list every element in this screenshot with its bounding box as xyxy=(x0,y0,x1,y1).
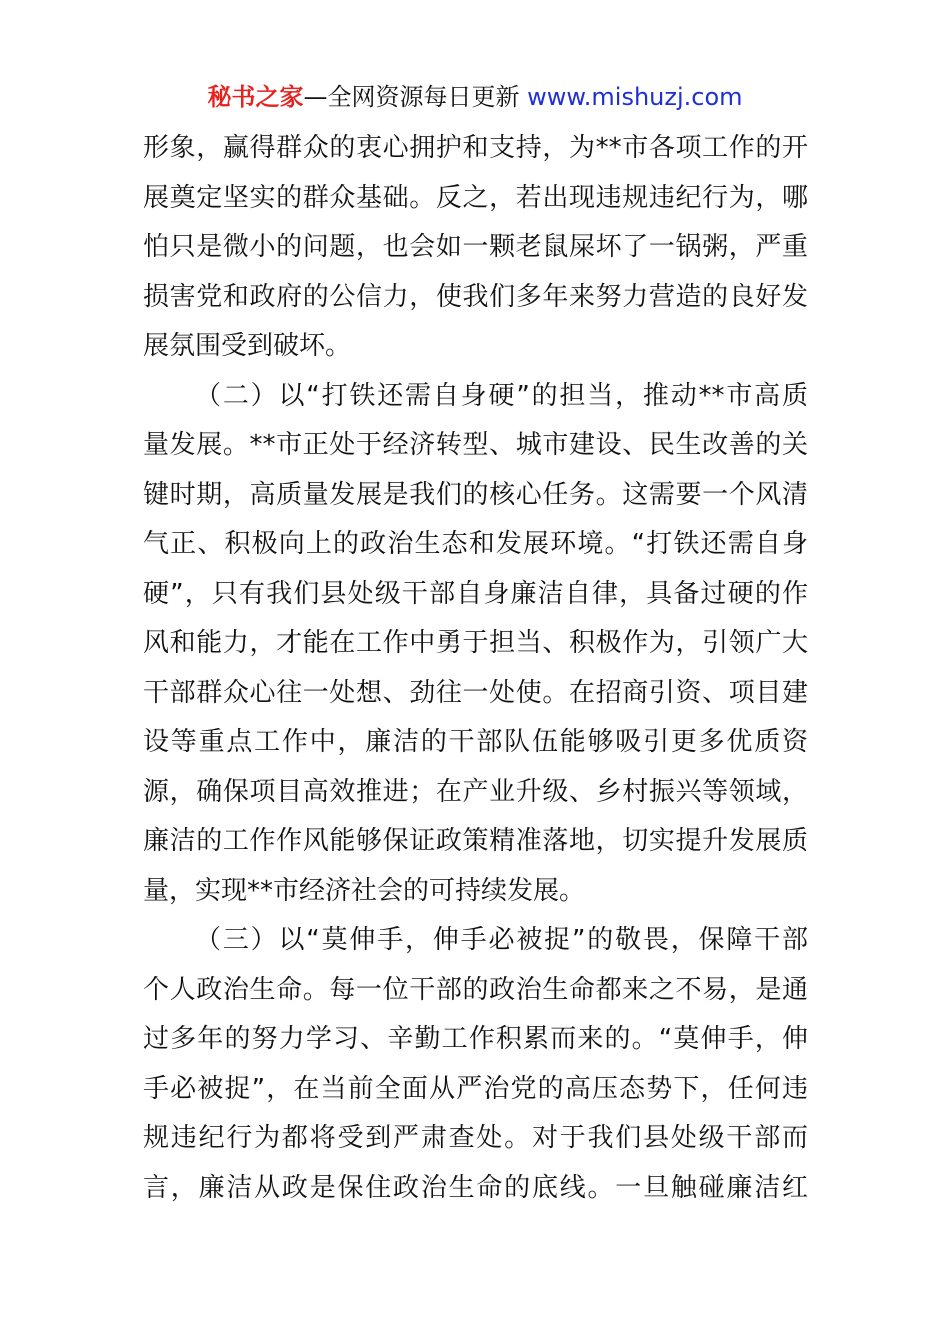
page-header xyxy=(0,80,950,114)
text-line: 手必被捉”，在当前全面从严治党的高压态势下，任何违 xyxy=(143,1073,808,1104)
text-line: 干部群众心往一处想、劲往一处使。在招商引资、项目建 xyxy=(143,677,808,708)
text-line: 规违纪行为都将受到严肃查处。对于我们县处级干部而 xyxy=(143,1123,808,1153)
text-line: 怕只是微小的问题，也会如一颗老鼠屎坏了一锅粥，严重 xyxy=(143,232,808,262)
text-line: 量，实现**市经济社会的可持续发展。 xyxy=(143,875,586,906)
text-line: 量发展。**市正处于经济转型、城市建设、民生改善的关 xyxy=(143,430,808,460)
text-line: 源，确保项目高效推进；在产业升级、乡村振兴等领域， xyxy=(143,776,808,807)
text-line: 损害党和政府的公信力，使我们多年来努力营造的良好发 xyxy=(143,281,808,312)
site-slogan: —全网资源每日更新 xyxy=(303,83,520,111)
text-line: 形象，赢得群众的衷心拥护和支持，为**市各项工作的开 xyxy=(143,133,808,163)
section-heading-line: （二）以“打铁还需自身硬”的担当，推动**市高质 xyxy=(195,380,808,411)
document-body xyxy=(143,124,808,1213)
text-line: 风和能力，才能在工作中勇于担当、积极作为，引领广大 xyxy=(143,628,808,658)
text-line: 键时期，高质量发展是我们的核心任务。这需要一个风清 xyxy=(143,479,808,510)
text-line: 设等重点工作中，廉洁的干部队伍能够吸引更多优质资 xyxy=(143,727,808,757)
site-url-link[interactable]: www.mishuzj.com xyxy=(527,83,743,111)
text-line: 气正、积极向上的政治生态和发展环境。“打铁还需自身 xyxy=(143,529,808,559)
text-line: 过多年的努力学习、辛勤工作积累而来的。“莫伸手，伸 xyxy=(143,1024,808,1054)
site-brand: 秘书之家 xyxy=(207,83,304,111)
text-line: 硬”，只有我们县处级干部自身廉洁自律，具备过硬的作 xyxy=(143,578,808,609)
text-line: 展奠定坚实的群众基础。反之，若出现违规违纪行为，哪 xyxy=(143,182,808,213)
text-line: 言，廉洁从政是保住政治生命的底线。一旦触碰廉洁红 xyxy=(143,1172,808,1203)
section-heading-line: （三）以“莫伸手，伸手必被捉”的敬畏，保障干部 xyxy=(195,925,808,955)
text-line: 廉洁的工作作风能够保证政策精准落地，切实提升发展质 xyxy=(143,826,808,856)
text-line: 展氛围受到破坏。 xyxy=(143,331,352,361)
text-line: 个人政治生命。每一位干部的政治生命都来之不易，是通 xyxy=(143,974,808,1005)
